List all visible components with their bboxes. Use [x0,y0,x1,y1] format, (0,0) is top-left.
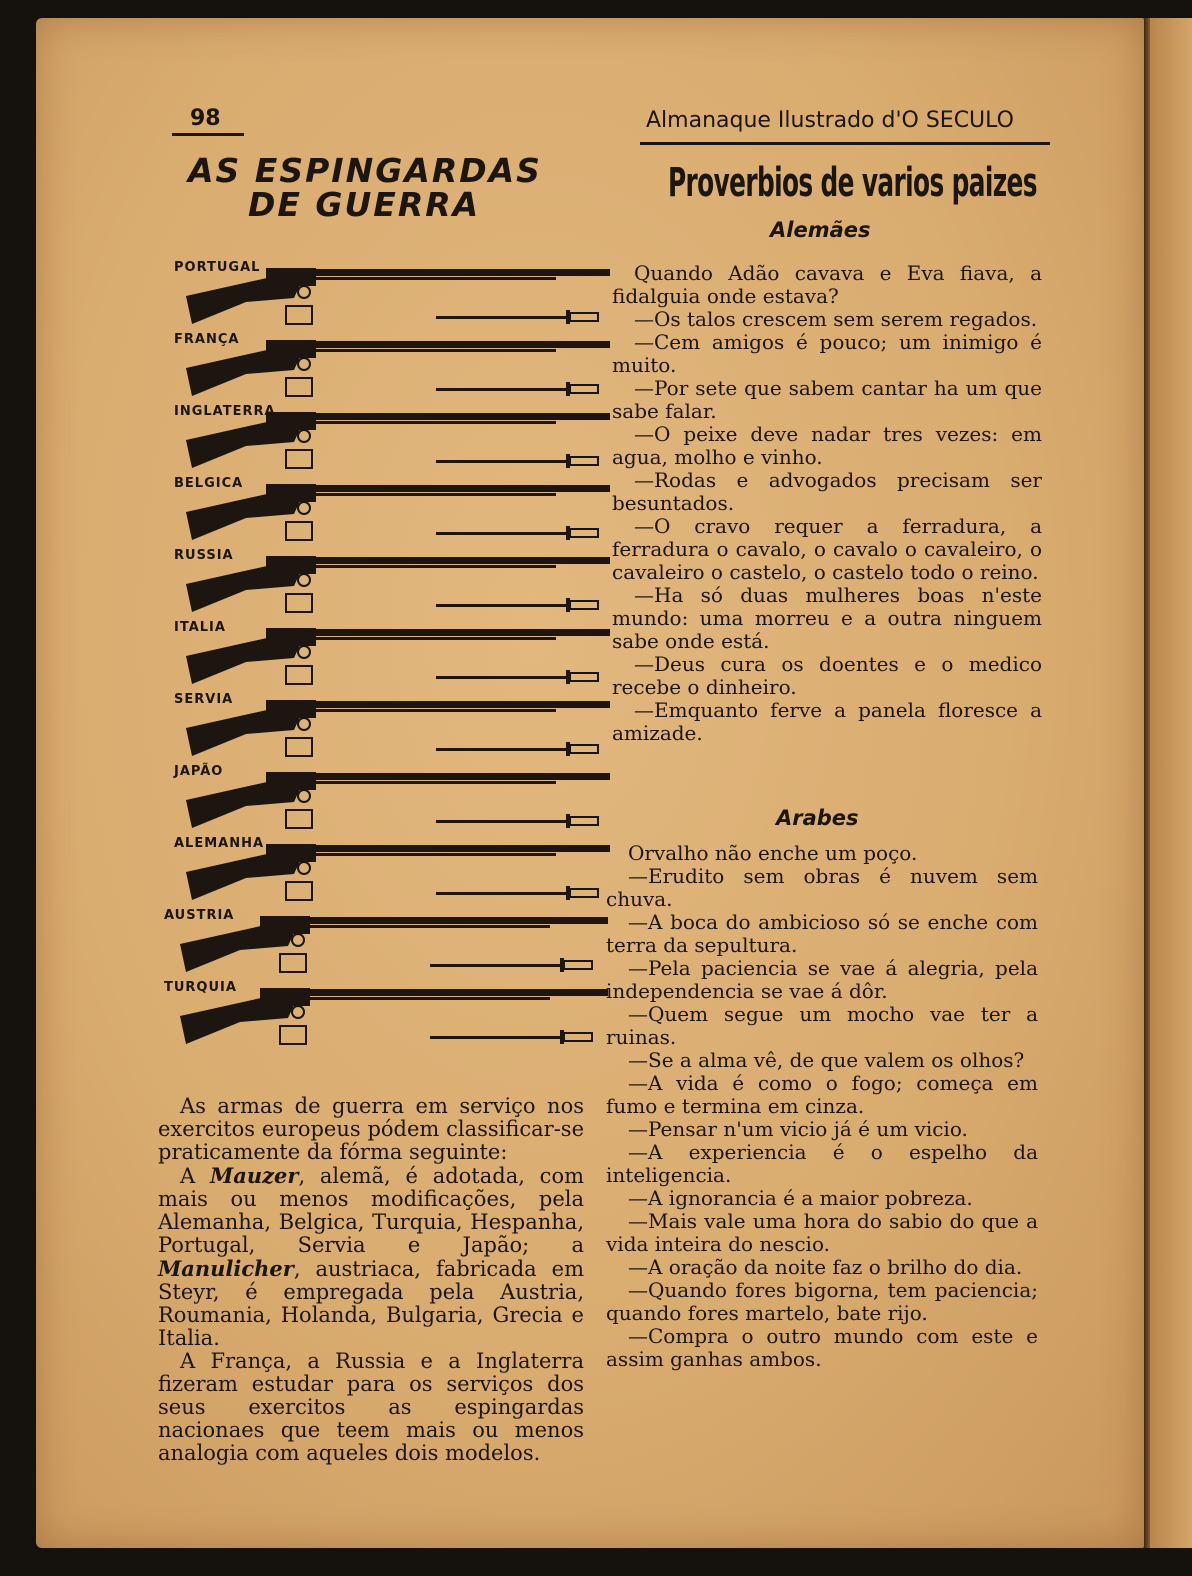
bayonet-blade [436,388,566,391]
rifle-label: RUSSIA [174,548,234,563]
proverb-item: —Mais vale uma hora do sabio do que a vida inteira do nescio. [606,1209,1038,1256]
proverb-item: —Pela paciencia se vae á alegria, pela independencia se vae á dôr. [606,956,1038,1003]
section-arabes: Arabes [776,806,859,830]
proverb-item: —Compra o outro mundo com este e assim ganhas ambos. [606,1324,1038,1371]
proverb-item: —Pensar n'um vicio já é um vicio. [628,1117,968,1141]
bayonet-handle [564,961,592,969]
bayonet-handle [570,601,598,609]
rifle-forend [296,637,556,640]
rifle-cartridge-clip [286,666,312,684]
proverb-item: —Rodas e advogados precisam ser besuntados. [612,468,1042,515]
rifle-label: SERVIA [174,692,234,707]
bayonet-handle [570,817,598,825]
proverb-item: —A boca do ambicioso só se enche com terra da sepultura. [606,910,1038,957]
rifle-forend [296,349,556,352]
proverbs-arabes [606,842,1038,1371]
bayonet-blade [436,676,566,679]
proverbs-title: Proverbios de varios paizes [668,160,1037,206]
rifle-barrel [296,845,610,852]
rifle-label: BELGICA [174,476,244,491]
section-alemaes: Alemães [770,218,871,242]
rifles-illustration [160,258,610,1058]
proverb-item: —A experiencia é o espelho da inteligencia. [606,1140,1038,1187]
manulicher-term: Manulicher [158,1256,294,1281]
rifle-forend [290,925,550,928]
p2-part-a: A [180,1164,210,1188]
rifle-forend [296,853,556,856]
rifle-cartridge-clip [286,810,312,828]
rifle-trigger-guard [298,358,310,370]
proverb-item: —Se a alma vê, de que valem os olhos? [628,1048,1025,1072]
proverb-item: —A vida é como o fogo; começa em fumo e termina em cinza. [606,1071,1038,1118]
rifles-title-line2: DE GUERRA [248,185,481,224]
bayonet-handle [570,889,598,897]
rifle-trigger-guard [298,502,310,514]
rifle-barrel [296,557,610,564]
rifle-barrel [296,773,610,780]
rifles-drawing [160,258,610,1058]
rifle-trigger-guard [298,718,310,730]
rifle-cartridge-clip [286,378,312,396]
rifle-trigger-guard [298,286,310,298]
proverb-item: —A ignorancia é a maior pobreza. [628,1186,973,1210]
bayonet-blade [436,316,566,319]
rifle-forend [290,997,550,1000]
bayonet-handle [570,529,598,537]
article-paragraph-2 [158,1164,584,1350]
page-number: 98 [190,106,221,131]
rifle-trigger-guard [292,1006,304,1018]
bayonet-blade [436,892,566,895]
bayonet-blade [436,820,566,823]
rifle-trigger-guard [298,574,310,586]
rifle-cartridge-clip [286,522,312,540]
proverb-item: —O cravo requer a ferradura, a ferradura o cavalo, o cavalo o cavaleiro, o cavaleiro o castelo, o castelo todo o reino. [612,514,1042,584]
article-paragraph-3: A França, a Russia e a Inglaterra fizeram estudar para os serviços dos seus exercitos as espingardas nacionaes que teem mais ou menos analogia com aqueles dois modelos. [158,1349,584,1465]
bayonet-handle [570,745,598,753]
rifle-label: ITALIA [174,620,226,635]
running-title: Almanaque Ilustrado d'O SECULO [646,108,1014,133]
bayonet-handle [570,673,598,681]
rifle-label: ALEMANHA [174,836,265,851]
bayonet-blade [436,532,566,535]
p2-part-c: , austriaca, fabricada em Steyr, é empregada pela Austria, Roumania, Holanda, Bulgaria, Grecia e Italia. [158,1257,584,1350]
proverb-item: —Emquanto ferve a panela floresce a amizade. [612,698,1042,745]
rifle-forend [296,277,556,280]
bayonet-handle [570,313,598,321]
rifle-barrel [296,629,610,636]
bayonet-handle [570,457,598,465]
proverb-item: —Erudito sem obras é nuvem sem chuva. [606,864,1038,911]
rifle-cartridge-clip [280,954,306,972]
bayonet-handle [570,385,598,393]
bayonet-blade [430,964,560,967]
proverb-item: —O peixe deve nadar tres vezes: em agua, molho e vinho. [612,422,1042,469]
proverb-item: —Os talos crescem sem serem regados. [634,307,1038,331]
rifle-forend [296,421,556,424]
rifle-label: AUSTRIA [164,908,235,923]
rifle-trigger-guard [298,790,310,802]
proverbs-alemaes [612,262,1042,745]
proverb-item: —A oração da noite faz o brilho do dia. [628,1255,1023,1279]
rifle-barrel [296,341,610,348]
rifle-cartridge-clip [286,450,312,468]
proverb-item: —Deus cura os doentes e o medico recebe o dinheiro. [612,652,1042,699]
rifle-barrel [290,917,608,924]
rifle-barrel [296,269,610,276]
bayonet-handle [564,1033,592,1041]
p2-part-b: , alemã, é adotada, com mais ou menos modificações, pela Alemanha, Belgica, Turquia, Hespanha, Portugal, Servia e Japão; a [158,1164,585,1257]
rifle-forend [296,493,556,496]
article-paragraph-1: As armas de guerra em serviço nos exercitos europeus pódem classificar-se praticamente da fórma seguinte: [158,1094,584,1164]
proverb-item: —Quem segue um mocho vae ter a ruinas. [606,1002,1038,1049]
rifle-label: PORTUGAL [174,260,261,275]
rifle-label: INGLATERRA [174,404,276,419]
rifle-forend [296,709,556,712]
rifle-trigger-guard [292,934,304,946]
rifles-title-line1: AS ESPINGARDAS [188,151,542,190]
rifle-label: FRANÇA [174,332,240,347]
rifle-barrel [296,485,610,492]
rifles-article-title [188,151,542,224]
rifle-barrel [290,989,608,996]
rifle-barrel [296,701,610,708]
proverb-item: —Quando fores bigorna, tem paciencia; quando fores martelo, bate rijo. [606,1278,1038,1325]
rifle-cartridge-clip [286,594,312,612]
rifle-trigger-guard [298,430,310,442]
proverb-item: —Ha só duas mulheres boas n'este mundo: uma morreu e a outra ninguem sabe onde está. [612,583,1042,653]
proverb-item: —Por sete que sabem cantar ha um que sabe falar. [612,376,1042,423]
running-title-rule [640,142,1050,145]
rifle-cartridge-clip [286,738,312,756]
rifle-cartridge-clip [286,882,312,900]
rifle-label: TURQUIA [164,980,237,995]
rifle-trigger-guard [298,862,310,874]
rifle-barrel [296,413,610,420]
rifle-forend [296,565,556,568]
mauzer-term: Mauzer [209,1163,299,1188]
bayonet-blade [436,604,566,607]
bayonet-blade [436,460,566,463]
bayonet-blade [436,748,566,751]
rifles-article-text [158,1095,584,1465]
proverb-item: —Cem amigos é pouco; um inimigo é muito. [612,330,1042,377]
rifle-cartridge-clip [286,306,312,324]
page-number-rule [172,133,244,136]
adjacent-page-edge [1150,18,1192,1548]
rifle-forend [296,781,556,784]
rifle-cartridge-clip [280,1026,306,1044]
proverb-item: Quando Adão cavava e Eva fiava, a fidalguia onde estava? [612,261,1042,308]
proverb-item: Orvalho não enche um poço. [628,841,918,865]
bayonet-blade [430,1036,560,1039]
rifle-label: JAPÃO [174,764,224,779]
rifle-trigger-guard [298,646,310,658]
